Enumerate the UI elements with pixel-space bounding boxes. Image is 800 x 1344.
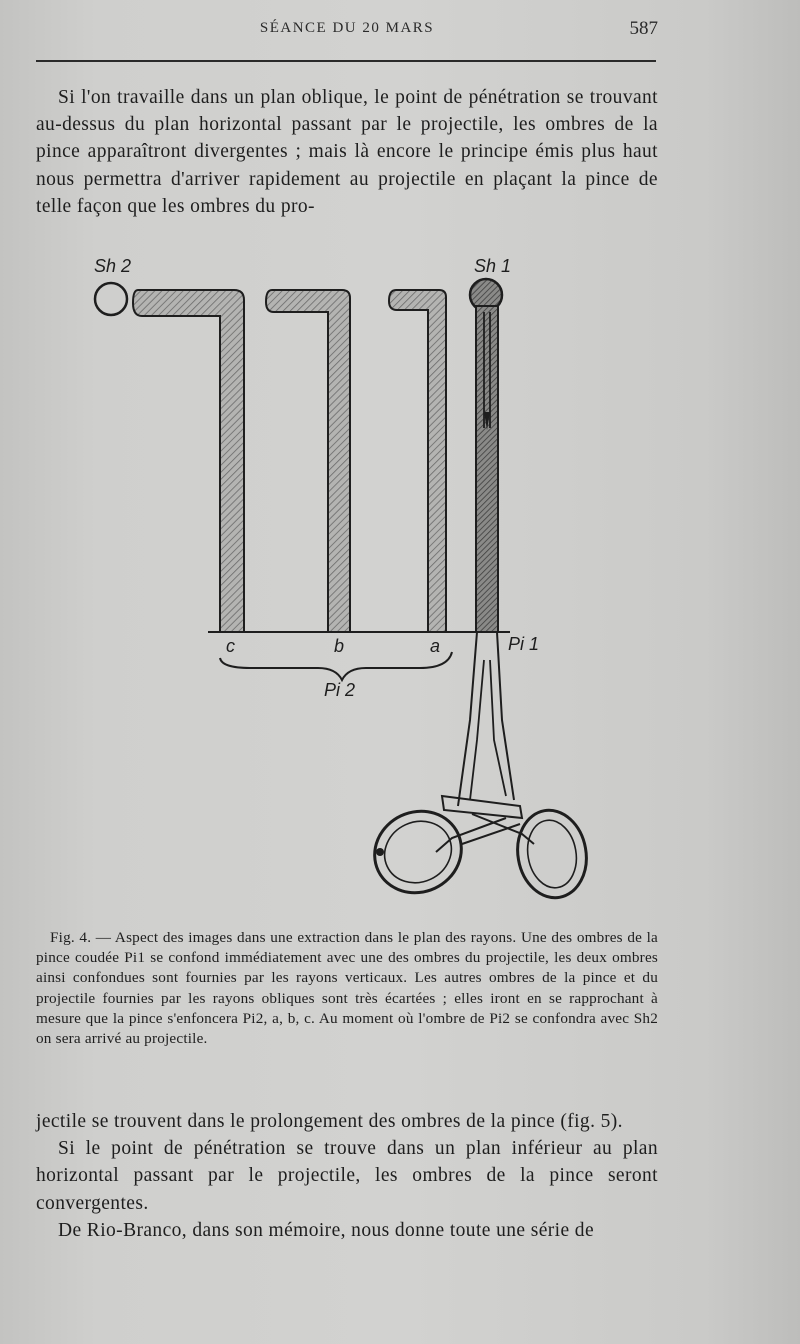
figure-caption <box>36 928 658 1049</box>
header-rule <box>36 60 656 62</box>
paragraph: jectile se trouvent dans le prolongement des ombres de la pince (fig. 5). <box>36 1111 623 1132</box>
label-sh2: Sh 2 <box>94 256 132 276</box>
label-sh1: Sh 1 <box>474 256 512 276</box>
paragraph: Si l'on travaille dans un plan oblique, le point de pénétration se trouvant au-dessus du plan horizontal passant par le projectile, les ombres de la pince apparaîtront divergentes ; mais là encore le principe émis plus haut nous permettra d'arriver rapidement au projectile en plaçant la pince de telle façon que les ombres du pro- <box>36 87 658 217</box>
label-pi1: Pi 1 <box>508 634 540 654</box>
label-c: c <box>226 636 235 656</box>
forceps-pi1-shaft <box>476 306 498 632</box>
forceps-crossbar <box>442 796 522 818</box>
caption-text: Fig. 4. — Aspect des images dans une extraction dans le plan des rayons. Une des ombres de la pince coudée Pi1 se confond immédiatement avec une des ombres du projectile, les deux ombres ainsi confondues sont fournies par les rayons verticaux. Les autres ombres de la pince et du projectile fournies par les rayons obliques sont très écartées ; elles iront en se rapprochant à mesure que la pince s'enfoncera Pi2, a, b, c. Au moment où l'ombre de Pi2 se confondra avec Sh2 on sera arrivé au projectile. <box>36 929 658 1048</box>
forceps-shadow-b <box>266 290 350 632</box>
running-head: SÉANCE DU 20 MARS <box>259 20 435 36</box>
forceps-ring-right-inner <box>522 816 581 891</box>
page-number: 587 <box>629 18 658 39</box>
forceps-arm-left-2 <box>462 824 520 844</box>
forceps-shadow-diagram <box>0 240 800 920</box>
label-pi2: Pi 2 <box>324 680 356 700</box>
forceps-ring-left-inner <box>375 810 462 893</box>
text-block-bottom <box>36 1108 658 1244</box>
forceps-shadow-a <box>389 290 446 632</box>
forceps-jaw-right <box>497 632 514 800</box>
forceps-ratchet-dot <box>376 848 384 856</box>
paragraph: Si le point de pénétration se trouve dans un plan inférieur au plan horizontal passant par le projectile, les ombres de la pince seront convergentes. <box>36 1138 658 1214</box>
forceps-shadow-c <box>133 290 244 632</box>
paragraph: De Rio-Branco, dans son mémoire, nous donne toute une série de <box>58 1219 595 1241</box>
figure-4 <box>0 240 800 920</box>
projectile-shadow-sh2 <box>95 283 127 315</box>
text-block-top <box>36 84 658 220</box>
forceps-ring-right <box>511 805 593 903</box>
page-header <box>36 20 658 44</box>
forceps-jaw-left <box>458 632 477 806</box>
label-b: b <box>334 636 345 656</box>
label-a: a <box>430 636 441 656</box>
